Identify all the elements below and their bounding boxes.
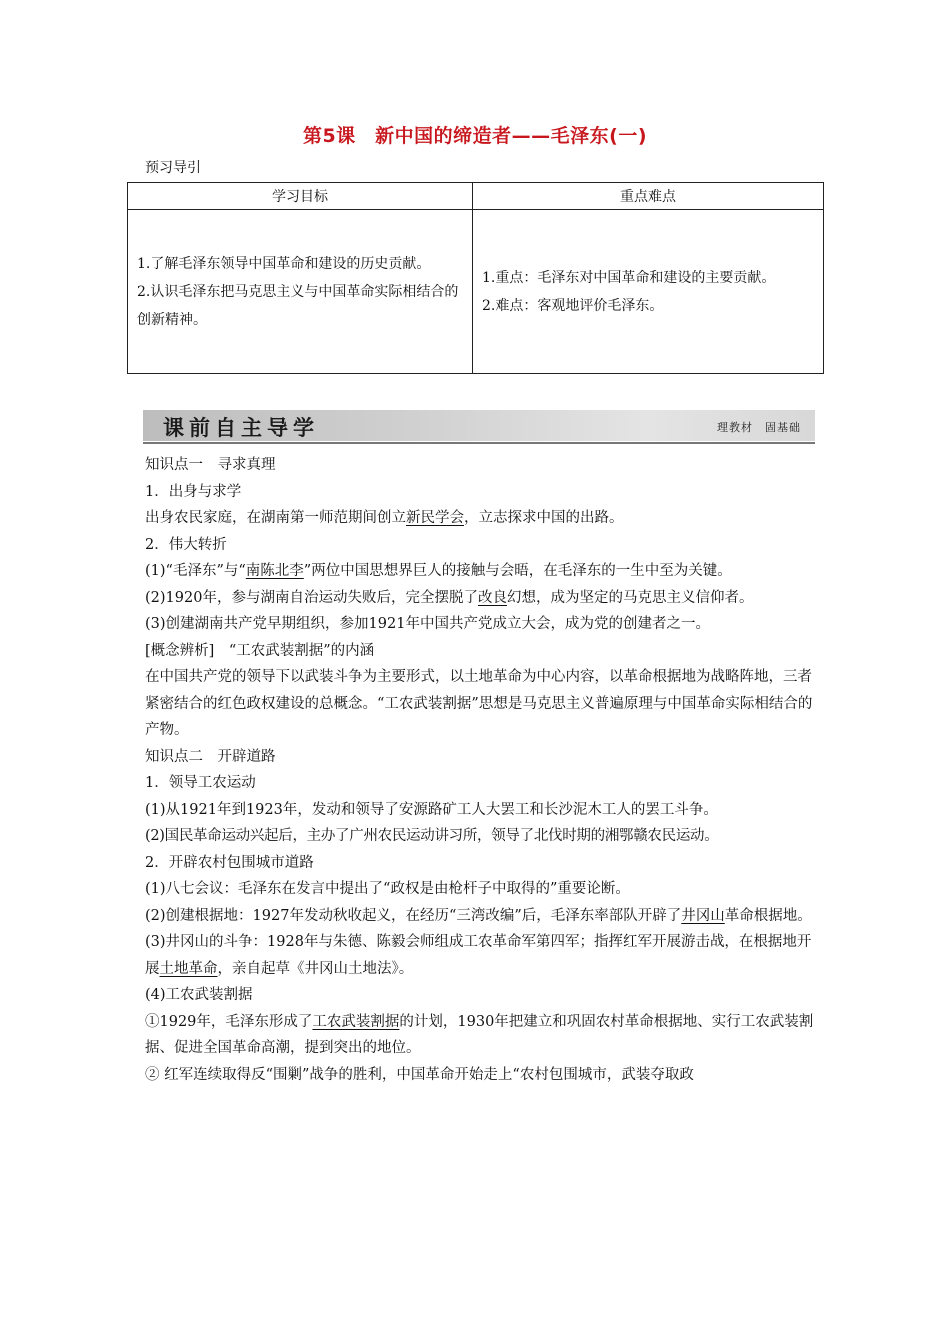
key-term: 土地革命	[159, 960, 218, 977]
key-term: 改良	[477, 589, 507, 606]
key-term: 工农武装割据	[312, 1013, 400, 1030]
preview-guide-label: 预习导引	[145, 160, 201, 176]
header-learning-goals: 学习目标	[128, 183, 473, 210]
key-points-cell	[473, 210, 824, 374]
banner-subtitle: 理教材 固基础	[717, 421, 801, 434]
goal-item: 2.认识毛泽东把马克思主义与中国革命实际相结合的创新精神。	[137, 283, 459, 328]
paragraph: ①1929年，毛泽东形成了工农武装割据的计划，1930年把建立和巩固农村革命根据地、实行工农武装割据、促进全国革命高潮，提到突出的地位。	[145, 1013, 814, 1056]
banner-underline	[143, 442, 815, 444]
key-term: 南陈北李	[245, 563, 304, 579]
paragraph: (1)八七会议：毛泽东在发言中提出了“政权是由枪杆子中取得的”重要论断。	[145, 881, 630, 897]
paragraph: (2)创建根据地：1927年发动秋收起义，在经历“三湾改编”后，毛泽东率部队开辟了井冈山革命根据地。	[145, 907, 812, 924]
knowledge-point-heading: 知识点一 寻求真理	[145, 457, 276, 473]
paragraph: (3)创建湖南共产党早期组织，参加1921年中国共产党成立大会，成为党的创建者之一。	[145, 616, 710, 632]
main-content	[145, 452, 820, 1088]
subsection-heading: 2．伟大转折	[145, 536, 227, 553]
key-term: 新民学会	[406, 510, 464, 526]
paragraph: (2)1920年，参与湖南自治运动失败后，完全摆脱了改良幻想，成为坚定的马克思主义信仰者。	[145, 589, 754, 606]
goal-item: 1.了解毛泽东领导中国革命和建设的历史贡献。	[137, 255, 431, 272]
banner-title: 课前自主导学	[163, 416, 319, 440]
knowledge-point-heading: 知识点二 开辟道路	[145, 748, 276, 765]
key-point-item: 1.重点：毛泽东对中国革命和建设的主要贡献。	[482, 269, 776, 286]
key-point-item: 2.难点：客观地评价毛泽东。	[482, 297, 664, 314]
goals-table	[127, 182, 824, 374]
paragraph: (2)国民革命运动兴起后，主办了广州农民运动讲习所，领导了北伐时期的湘鄂赣农民运动。	[145, 828, 719, 844]
subsection-heading: 1．出身与求学	[145, 483, 242, 500]
paragraph: ② 红军连续取得反“围剿”战争的胜利，中国革命开始走上“农村包围城市，武装夺取政	[145, 1066, 694, 1083]
lesson-title: 第5课 新中国的缔造者——毛泽东(一)	[302, 125, 648, 147]
concept-heading: [概念辨析] “工农武装割据”的内涵	[145, 642, 375, 659]
key-term: 井冈山	[681, 907, 725, 924]
subsection-heading: (4)工农武装割据	[145, 987, 253, 1003]
section-banner	[143, 410, 815, 441]
subsection-heading: 2．开辟农村包围城市道路	[145, 854, 314, 871]
header-key-points: 重点难点	[473, 183, 824, 210]
learning-goals-cell	[128, 210, 473, 374]
paragraph: (1)“毛泽东”与“南陈北李”两位中国思想界巨人的接触与会晤，在毛泽东的一生中至为关键。	[145, 563, 732, 579]
subsection-heading: 1．领导工农运动	[145, 775, 256, 791]
concept-text: 在中国共产党的领导下以武装斗争为主要形式，以土地革命为中心内容，以革命根据地为战略阵地，三者紧密结合的红色政权建设的总概念。“工农武装割据”思想是马克思主义普遍原理与中国革命实际相结合的产物。	[145, 669, 813, 738]
paragraph: (3)井冈山的斗争：1928年与朱德、陈毅会师组成工农革命军第四军；指挥红军开展游击战，在根据地开展土地革命，亲自起草《井冈山土地法》。	[145, 934, 812, 977]
paragraph: (1)从1921年到1923年，发动和领导了安源路矿工人大罢工和长沙泥木工人的罢工斗争。	[145, 801, 718, 818]
paragraph: 出身农民家庭，在湖南第一师范期间创立新民学会，立志探求中国的出路。	[145, 510, 624, 526]
